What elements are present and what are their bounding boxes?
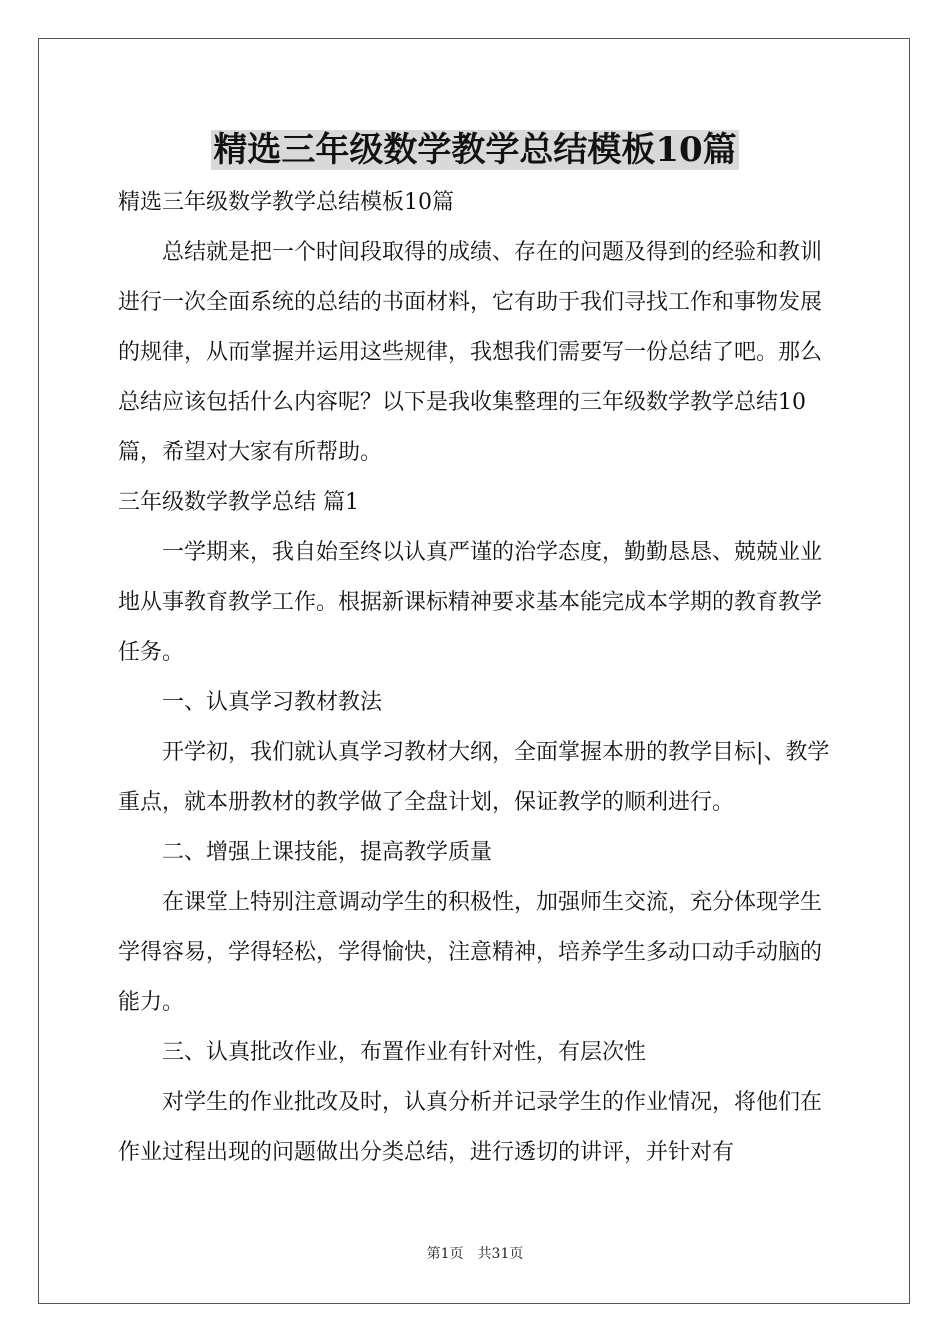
subsection-heading: 一、认真学习教材教法 <box>162 690 383 715</box>
page-number: 第1页 <box>426 1246 464 1262</box>
body-paragraph: 对学生的作业批改及时，认真分析并记录学生的作业情况，将他们在作业过程出现的问题做出分类总结，进行透切的讲评，并针对有 <box>118 1090 823 1165</box>
subsection-heading: 二、增强上课技能，提高教学质量 <box>162 840 493 865</box>
body-paragraph: 一学期来，我自始至终以认真严谨的治学态度，勤勤恳恳、兢兢业业地从事教育教学工作。根据新课标精神要求基本能完成本学期的教育教学任务。 <box>118 540 823 665</box>
document-subtitle: 精选三年级数学教学总结模板10篇 <box>118 190 454 215</box>
body-paragraph: 在课堂上特别注意调动学生的积极性，加强师生交流，充分体现学生学得容易，学得轻松，学得愉快，注意精神，培养学生多动口动手动脑的能力。 <box>118 890 823 1015</box>
page-total: 共31页 <box>477 1246 524 1262</box>
document-title-text: 精选三年级数学教学总结模板10篇 <box>213 130 737 170</box>
subsection-heading: 三、认真批改作业，布置作业有针对性，有层次性 <box>162 1040 647 1065</box>
document-body <box>118 178 838 1178</box>
section-heading: 三年级数学教学总结 篇1 <box>118 490 359 515</box>
intro-paragraph: 总结就是把一个时间段取得的成绩、存在的问题及得到的经验和教训进行一次全面系统的总结的书面材料，它有助于我们寻找工作和事物发展的规律，从而掌握并运用这些规律，我想我们需要写一份总结了吧。那么总结应该包括什么内容呢？以下是我收集整理的三年级数学教学总结10篇，希望对大家有所帮助。 <box>118 240 823 465</box>
document-title <box>0 126 950 174</box>
page-footer <box>0 1243 950 1263</box>
body-paragraph: 开学初，我们就认真学习教材大纲，全面掌握本册的教学目标|、教学重点，就本册教材的教学做了全盘计划，保证教学的顺利进行。 <box>118 740 830 815</box>
